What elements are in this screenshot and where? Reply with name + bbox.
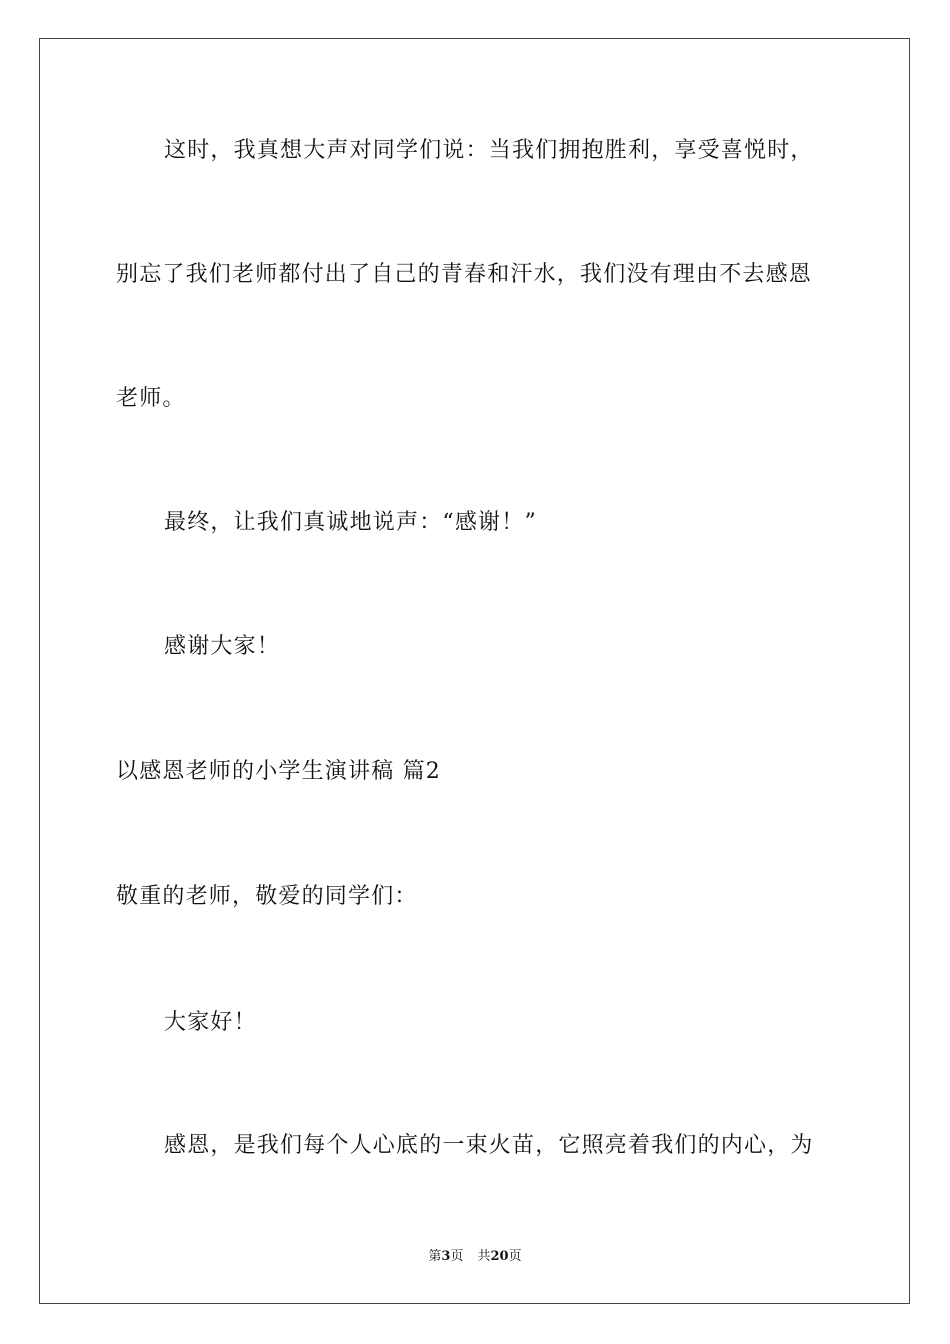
paragraph-line-4: 最终，让我们真诚地说声：“感谢！” [164, 510, 537, 535]
footer-page-total: 20 [490, 1249, 509, 1264]
paragraph-line-2: 别忘了我们老师都付出了自己的青春和汗水，我们没有理由不去感恩 [116, 262, 813, 287]
page-footer [0, 1248, 950, 1266]
salutation-line: 敬重的老师，敬爱的同学们： [116, 884, 418, 909]
section-heading: 以感恩老师的小学生演讲稿 篇2 [116, 759, 441, 784]
paragraph-line-9: 感恩，是我们每个人心底的一束火苗，它照亮着我们的内心，为 [164, 1133, 814, 1158]
footer-page-prefix: 第 [428, 1249, 442, 1264]
footer-page-suffix: 页 [450, 1249, 464, 1264]
greeting-line: 大家好！ [164, 1010, 257, 1035]
footer-total-prefix: 共 [477, 1249, 491, 1264]
page-border [39, 38, 910, 1304]
paragraph-line-1: 这时，我真想大声对同学们说：当我们拥抱胜利，享受喜悦时， [164, 138, 814, 163]
paragraph-line-3: 老师。 [116, 386, 186, 411]
footer-total-suffix: 页 [508, 1249, 522, 1264]
footer-page-current: 3 [441, 1249, 451, 1264]
paragraph-line-5: 感谢大家！ [164, 634, 281, 659]
